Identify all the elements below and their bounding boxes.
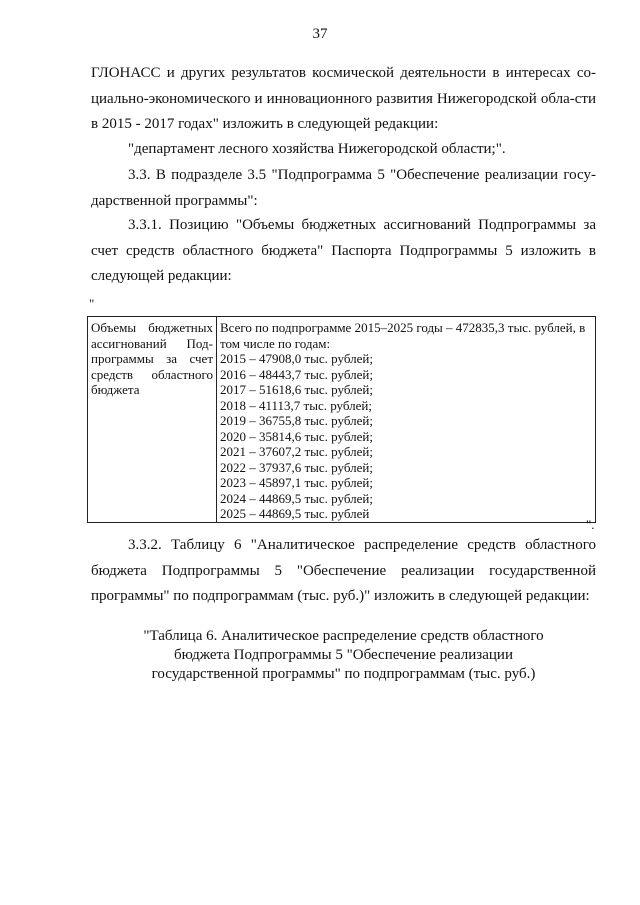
year-2020: 2020 – 35814,6 тыс. рублей; <box>220 428 373 444</box>
year-2023: 2023 – 45897,1 тыс. рублей; <box>220 475 373 490</box>
year-2024: 2024 – 44869,5 тыс. рублей; <box>220 490 373 506</box>
year-2019: 2019 – 36755,8 тыс. рублей; <box>220 413 373 428</box>
year-2016: 2016 – 48443,7 тыс. рублей; <box>220 366 373 382</box>
paragraph-glonass: ГЛОНАСС и других результатов космической деятельности в интересах со-циально-экономического и инновационного развития Нижегородской обла-сти в 2015 - 2017 годах" изложить в следующей редакции: <box>91 65 596 132</box>
paragraph-subsection-3-5: 3.3. В подразделе 3.5 "Подпрограмма 5 "Обеспечение реализации госу-дарственной программы": <box>91 167 596 209</box>
table-6-caption <box>91 627 596 684</box>
budget-values-cell <box>217 317 596 523</box>
year-2018: 2018 – 41113,7 тыс. рублей; <box>220 397 372 413</box>
paragraph-forestry-department: "департамент лесного хозяйства Нижегородской области;". <box>128 141 506 157</box>
page-number: 37 <box>312 26 328 42</box>
year-2022: 2022 – 37937,6 тыс. рублей; <box>220 459 373 475</box>
paragraph-position-3-3-1: 3.3.1. Позицию "Объемы бюджетных ассигнований Подпрограммы за счет средств областного бюджета" Паспорта Подпрограммы 5 изложить в следующей редакции: <box>91 217 596 284</box>
paragraph-table-6: 3.3.2. Таблицу 6 "Аналитическое распределение средств областного бюджета Подпрограммы 5 "Обеспечение реализации государственной программы" по подпрограммам (тыс. руб.)" изложить в следующей редакции: <box>91 537 596 604</box>
year-2015: 2015 – 47908,0 тыс. рублей; <box>220 351 373 366</box>
year-2025: 2025 – 44869,5 тыс. рублей <box>220 506 370 521</box>
year-2017: 2017 – 51618,6 тыс. рублей; <box>220 382 373 397</box>
caption-line: государственной программы" по подпрограммам (тыс. руб.) <box>151 666 536 682</box>
table-row <box>88 317 596 523</box>
budget-label-cell: Объемы бюджетных ассигнований Под-программы за счет средств областного бюджета <box>88 317 217 523</box>
year-2021: 2021 – 37607,2 тыс. рублей; <box>220 444 373 459</box>
opening-quote-mark: " <box>89 296 95 311</box>
budget-allocation-table <box>87 316 596 523</box>
caption-line: "Таблица 6. Аналитическое распределение средств областного <box>143 628 544 644</box>
closing-quote-mark: ". <box>586 517 595 532</box>
budget-total: Всего по подпрограмме 2015–2025 годы – 472835,3 тыс. рублей, в том числе по годам: <box>220 320 586 351</box>
caption-line: бюджета Подпрограммы 5 "Обеспечение реализации <box>174 647 513 663</box>
